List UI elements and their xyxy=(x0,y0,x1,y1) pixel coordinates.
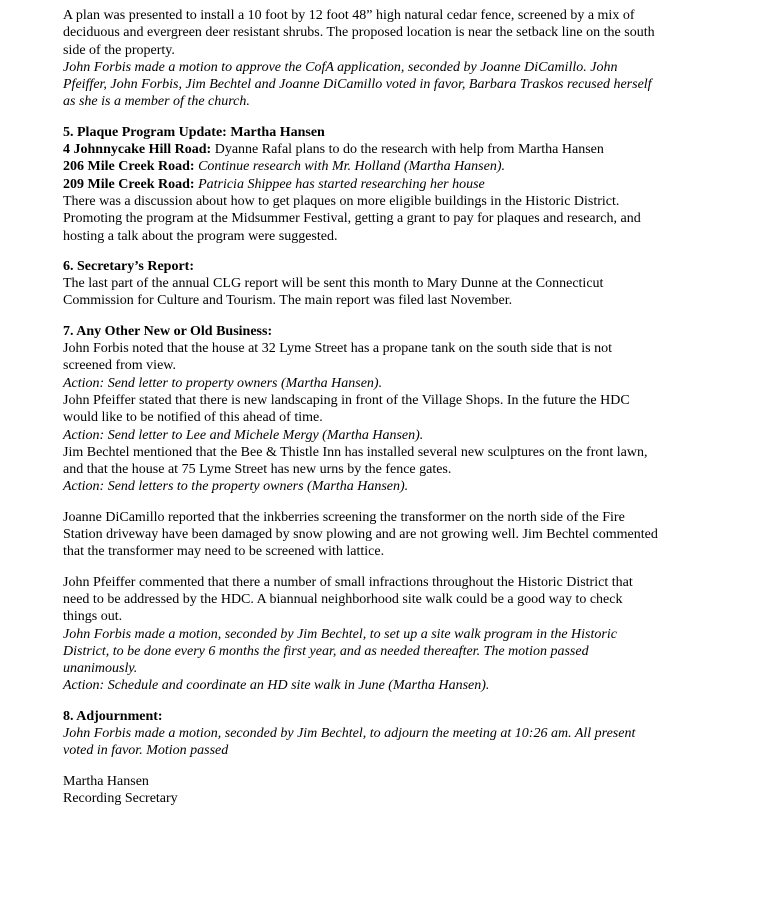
body-line: Joanne DiCamillo reported that the inkberries screening the transformer on the north side of the Fire xyxy=(63,509,625,525)
minutes-page xyxy=(63,7,713,807)
section-heading: 6. Secretary’s Report: xyxy=(63,258,195,274)
body-line: hosting a talk about the program were suggested. xyxy=(63,228,338,244)
body-line: A plan was presented to install a 10 foot by 12 foot 48” high natural cedar fence, screened by a mix of xyxy=(63,8,635,23)
item4-continuation xyxy=(63,7,713,111)
body-line: would like to be notified of this ahead of time. xyxy=(63,410,323,426)
action-line: Action: Send letter to Lee and Michele Mergy (Martha Hansen). xyxy=(63,427,424,443)
motion-line: Pfeiffer, John Forbis, Jim Bechtel and Joanne DiCamillo voted in favor, Barbara Traskos recused herself xyxy=(63,77,652,93)
body-line: things out. xyxy=(63,609,123,625)
entry-label: 206 Mile Creek Road: xyxy=(63,159,195,175)
body-line: screened from view. xyxy=(63,358,176,374)
plaque-entry xyxy=(63,158,713,175)
body-line: John Forbis noted that the house at 32 Lyme Street has a propane tank on the south side that is not xyxy=(63,341,613,357)
entry-label: 4 Johnnycake Hill Road: xyxy=(63,142,212,158)
body-line: need to be addressed by the HDC. A biannual neighborhood site walk could be a good way to check xyxy=(63,591,623,607)
body-line: The last part of the annual CLG report will be sent this month to Mary Dunne at the Connecticut xyxy=(63,276,604,292)
motion-line: John Forbis made a motion to approve the CofA application, seconded by Joanne DiCamillo. John xyxy=(63,59,618,75)
section-heading: 5. Plaque Program Update: Martha Hansen xyxy=(63,124,325,140)
signatory-name: Martha Hansen xyxy=(63,773,149,789)
body-line: John Pfeiffer commented that there a number of small infractions throughout the Historic District that xyxy=(63,574,633,590)
action-line: Action: Schedule and coordinate an HD site walk in June (Martha Hansen). xyxy=(63,678,490,694)
item8-adjournment xyxy=(63,708,713,760)
entry-text: Dyanne Rafal plans to do the research with help from Martha Hansen xyxy=(211,142,604,158)
entry-label: 209 Mile Creek Road: xyxy=(63,176,195,192)
body-line: and that the house at 75 Lyme Street has new urns by the fence gates. xyxy=(63,462,452,478)
motion-line: as she is a member of the church. xyxy=(63,94,250,110)
action-line: Action: Send letters to the property owners (Martha Hansen). xyxy=(63,479,409,495)
motion-line: District, to be done every 6 months the first year, and as needed thereafter. The motion passed xyxy=(63,643,589,659)
entry-text: Patricia Shippee has started researching her house xyxy=(194,176,485,192)
body-line: side of the property. xyxy=(63,42,175,58)
item6-secretary-report xyxy=(63,258,713,310)
body-line: John Pfeiffer stated that there is new landscaping in front of the Village Shops. In the future the HDC xyxy=(63,392,630,408)
entry-text: Continue research with Mr. Holland (Martha Hansen). xyxy=(194,159,506,175)
motion-line: unanimously. xyxy=(63,661,138,677)
signatory-title: Recording Secretary xyxy=(63,790,178,806)
body-line: Station driveway have been damaged by snow plowing and are not growing well. Jim Bechtel commented xyxy=(63,527,658,543)
section-heading: 8. Adjournment: xyxy=(63,708,163,724)
section-heading: 7. Any Other New or Old Business: xyxy=(63,323,273,339)
body-line: that the transformer may need to be screened with lattice. xyxy=(63,544,385,560)
signature-block xyxy=(63,773,713,808)
item7-other-business xyxy=(63,323,713,496)
plaque-entry xyxy=(63,176,713,193)
motion-line: John Forbis made a motion, seconded by Jim Bechtel, to set up a site walk program in the Historic xyxy=(63,626,617,642)
plaque-entry xyxy=(63,141,713,158)
body-line: Promoting the program at the Midsummer Festival, getting a grant to pay for plaques and research, and xyxy=(63,211,641,227)
item7-site-walk-paragraph xyxy=(63,574,713,695)
body-line: deciduous and evergreen deer resistant shrubs. The proposed location is near the setback line on the south xyxy=(63,25,655,41)
item7-inkberries-paragraph xyxy=(63,509,713,561)
body-line: There was a discussion about how to get plaques on more eligible buildings in the Historic District. xyxy=(63,193,620,209)
body-line: Jim Bechtel mentioned that the Bee & Thistle Inn has installed several new sculptures on the front lawn, xyxy=(63,444,648,460)
body-line: Commission for Culture and Tourism. The main report was filed last November. xyxy=(63,293,513,309)
action-line: Action: Send letter to property owners (Martha Hansen). xyxy=(63,375,383,391)
motion-line: voted in favor. Motion passed xyxy=(63,743,229,759)
item5-plaque-program xyxy=(63,124,713,245)
motion-line: John Forbis made a motion, seconded by Jim Bechtel, to adjourn the meeting at 10:26 am. All present xyxy=(63,725,636,741)
